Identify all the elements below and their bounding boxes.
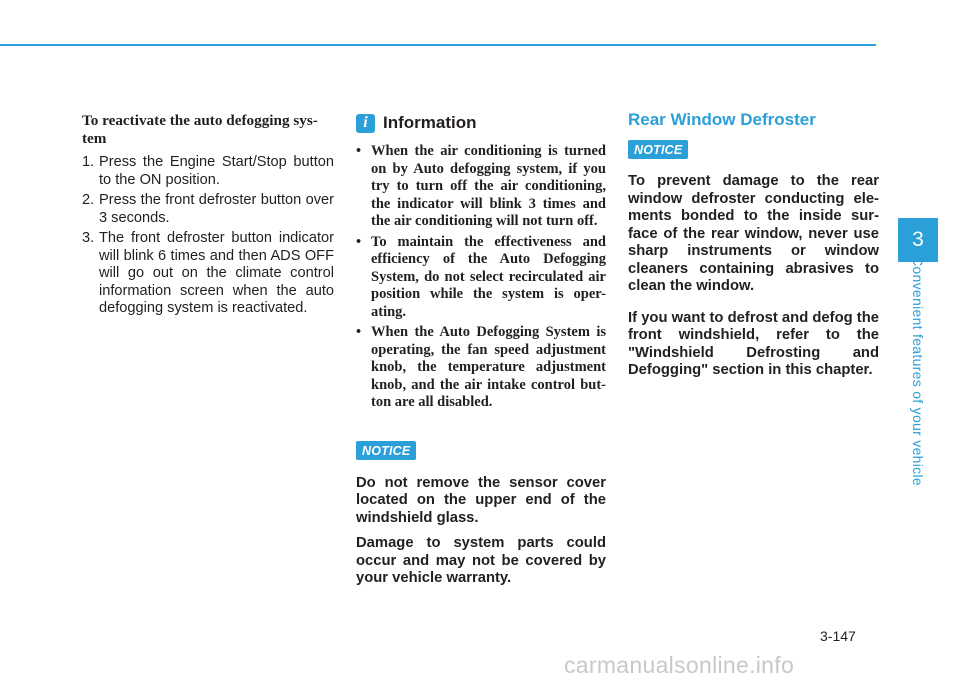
notice-paragraph: Damage to system parts could occur and may not be covered by your vehicle warranty. <box>356 535 606 586</box>
step-list <box>82 154 334 318</box>
step-item: 1. Press the Engine Start/Stop button to the ON position. <box>82 154 334 188</box>
right-column <box>628 110 879 388</box>
rear-window-notice: To prevent damage to the rear window defroster conducting ele-ments bonded to the inside sur-face of the rear window, never use sharp instruments or window cleaners containing abrasives to clean the window. <box>628 173 879 294</box>
step-item: 2. Press the front defroster button over 3 seconds. <box>82 192 334 226</box>
info-icon: i <box>356 114 375 133</box>
watermark: carmanualsonline.info <box>564 652 795 678</box>
subheading: To reactivate the auto defogging sys-tem <box>82 112 318 147</box>
info-bullet: • To maintain the effectiveness and efficiency of the Auto Defogging System, do not select recirculated air position while the system is oper-ating. <box>356 233 606 320</box>
info-bullet: • When the Auto Defogging System is operating, the fan speed adjustment knob, the temperature adjustment knob, and the air intake control but-ton are all disabled. <box>356 324 606 410</box>
page-number: 3-147 <box>820 628 856 644</box>
info-header <box>356 113 606 133</box>
notice-badge: NOTICE <box>628 140 688 159</box>
rear-window-paragraph: If you want to defrost and defog the front windshield, refer to the "Windshield Defrosting and Defogging" section in this chapter. <box>628 309 879 378</box>
chapter-label: Convenient features of your vehicle <box>910 256 926 486</box>
header-rule <box>0 44 876 46</box>
left-column <box>82 112 334 321</box>
info-bullet: • When the air conditioning is turned on by Auto defogging system, if you try to turn off the air conditioning, the indicator will blink 3 times and the air conditioning will not turn off. <box>356 143 606 229</box>
step-item: 3. The front defroster button indicator will blink 6 times and then ADS OFF will go out on the climate control information screen when the auto defogging system is reactivated. <box>82 230 334 316</box>
info-title: Information <box>383 113 477 132</box>
section-title: Rear Window Defroster <box>628 110 816 129</box>
notice-paragraph: Do not remove the sensor cover located on the upper end of the windshield glass. <box>356 474 606 526</box>
notice-badge: NOTICE <box>356 441 416 460</box>
middle-column <box>356 113 606 596</box>
info-bullet-list <box>356 143 606 412</box>
chapter-tab: 3 <box>898 218 938 262</box>
